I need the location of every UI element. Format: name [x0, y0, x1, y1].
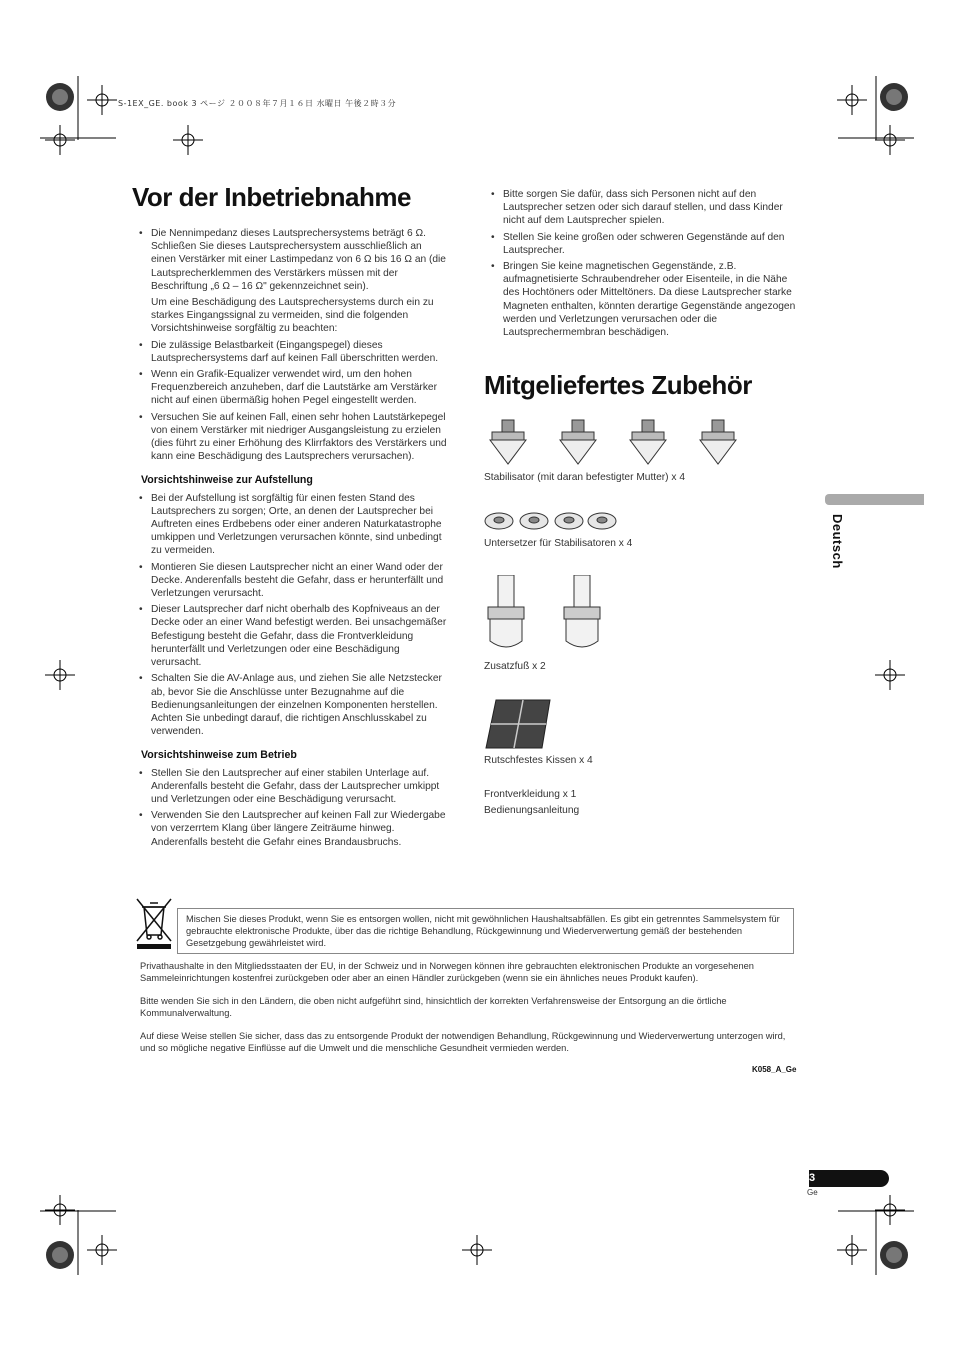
left-column — [139, 227, 449, 852]
list-item: • Dieser Lautsprecher darf nicht oberhalb des Kopfniveaus an der Decke oder an einer Wand befestigt werden. Bei unsachgemäßer Befestigung besteht die Gefahr, dass die Frontverkleidung herunterfällt und Verletzungen oder eine Beschädigung verursacht. — [139, 603, 449, 669]
section-title-accessories: Mitgeliefertes Zubehör — [484, 370, 752, 400]
non-slip-pad-illustration — [484, 698, 554, 750]
caption-front-grille: Frontverkleidung x 1 — [484, 789, 577, 800]
list-item: • Wenn ein Grafik-Equalizer verwendet wird, um den hohen Frequenzbereich anzuheben, darf die Lautstärke am Verstärker nicht auf einen übermäßig hohen Pegel eingestellt werden. — [139, 368, 449, 408]
list-item: • Versuchen Sie auf keinen Fall, einen sehr hohen Lautstärkepegel von einem Verstärker mit niedriger Ausgangsleistung zu erzielen (dies führt zu einer Erhöhung des Klirrfaktors des Verstärkers und kann eine Beschädigung des Lautsprechers verursachen). — [139, 411, 449, 464]
paragraph: Um eine Beschädigung des Lautsprechersystems durch ein zu starkes Eingangssignal zu vermeiden, sind die folgenden Vorsichtshinweise sorgfältig zu beachten: — [151, 297, 434, 335]
caption-manual: Bedienungsanleitung — [484, 805, 580, 816]
disposal-notice-box: Mischen Sie dieses Produkt, wenn Sie es entsorgen wollen, nicht mit gewöhnlichen Haushaltsabfällen. Es gibt ein getrenntes Sammelsystem für gebrauchte elektronische Produkte, über das die richtige Behandlung, Rückgewinnung und Wiederverwertung gemäß der bestehenden Gesetzgebung gewährleistet wird. — [177, 908, 794, 954]
section-title-before-use: Vor der Inbetriebnahme — [132, 182, 411, 212]
list-item: • Bitte sorgen Sie dafür, dass sich Personen nicht auf den Lautsprecher setzen oder sich darauf stellen, und dass Kinder nicht auf dem Lautsprecher spielen. — [491, 188, 803, 228]
subheading-operation: Vorsichtshinweise zum Betrieb — [141, 749, 297, 762]
disposal-text — [140, 960, 795, 1065]
right-column-bullets — [491, 188, 803, 342]
list-item: • Montieren Sie diesen Lautsprecher nicht an einer Wand oder der Decke. Anderenfalls besteht die Gefahr, dass er herunterfällt und Verletzungen verursacht. — [139, 561, 449, 601]
print-header: S-1EX_GE. book 3 ページ ２００８年７月１６日 水曜日 午後２時３分 — [118, 99, 397, 108]
language-tab — [825, 494, 924, 505]
paragraph: Auf diese Weise stellen Sie sicher, dass das zu entsorgende Produkt der notwendigen Behandlung, Rückgewinnung und Wiederverwertung unterzogen wird, und so mögliche negative Einflüsse auf die Umwelt und die menschliche Gesundheit vermieden werden. — [140, 1031, 786, 1053]
caption-stabilizer: Stabilisator (mit daran befestigter Mutter) x 4 — [484, 472, 685, 483]
list-item: • Bei der Aufstellung ist sorgfältig für einen festen Stand des Lautsprechers zu sorgen; Orte, an denen der Lautsprecher bei Auftreten eines Erdbebens oder einer anderen Naturkatastrophe umkippen und Verletzungen verursachen könnte, sind unbedingt zu vermeiden. — [139, 492, 449, 558]
list-item: • Stellen Sie keine großen oder schweren Gegenstände auf den Lautsprecher. — [491, 231, 803, 257]
additional-foot-illustration — [484, 575, 614, 655]
stabilizer-illustration — [484, 418, 744, 468]
page-language-code: Ge — [807, 1188, 818, 1197]
list-item: • Bringen Sie keine magnetischen Gegenstände, z.B. aufmagnetisierte Schraubendreher oder Eisenteile, in die Nähe des Hochtöners oder Mitteltöners. Da diese Lautsprecher starke Magneten enthalten, könnten derartige Gegenstände angezogen werden und Verletzungen verursachen oder die Lautsprechermembran beschädigen. — [491, 260, 803, 339]
caption-additional-foot: Zusatzfuß x 2 — [484, 661, 546, 672]
list-item: • Verwenden Sie den Lautsprecher auf keinen Fall zur Wiedergabe von verzerrtem Klang über längere Zeiträume hinweg. Anderenfalls besteht die Gefahr eines Brandausbruchs. — [139, 809, 449, 849]
crossed-out-bin-icon — [134, 897, 174, 949]
caption-non-slip-pad: Rutschfestes Kissen x 4 — [484, 755, 593, 766]
list-item: • Die Nennimpedanz dieses Lautsprechersystems beträgt 6 Ω. Schließen Sie dieses Lautsprechersystem ausschließlich an einen Verstärker mit einer Lastimpedanz von 6 Ω bis 16 Ω an (die Lautsprecherklemmen des Verstärkers müssen mit der Beschriftung „6 Ω – 16 Ω" gekennzeichnet sein). — [139, 227, 449, 293]
list-item: • Stellen Sie den Lautsprecher auf einer stabilen Unterlage auf. Anderenfalls besteht die Gefahr, dass der Lautsprecher umkippt und Verletzungen oder eine Beschädigung verursacht. — [139, 767, 449, 807]
spike-shoe-illustration — [484, 509, 624, 533]
list-item: • Die zulässige Belastbarkeit (Eingangspegel) dieses Lautsprechersystems darf auf keinen Fall überschritten werden. — [139, 339, 449, 365]
list-item: • Schalten Sie die AV-Anlage aus, und ziehen Sie alle Netzstecker ab, bevor Sie die Anschlüsse unter Bezugnahme auf die Bedienungsanleitungen der einzelnen Komponenten herstellen. Achten Sie unbedingt darauf, die richtigen Anschlusskabel zu verwenden. — [139, 672, 449, 738]
paragraph: Privathaushalte in den Mitgliedsstaaten der EU, in der Schweiz und in Norwegen können ihre gebrauchten elektronischen Produkte an vorgesehenen Sammeleinrichtungen kostenfrei zurückgeben oder aber an einen Händler zurückgeben (wenn sie ein ähnliches neues Produkt kaufen). — [140, 961, 754, 983]
subheading-installation: Vorsichtshinweise zur Aufstellung — [141, 474, 313, 487]
page-number: 3 — [809, 1172, 816, 1184]
page-number-bar — [809, 1170, 889, 1187]
caption-spike-shoe: Untersetzer für Stabilisatoren x 4 — [484, 538, 633, 549]
language-tab-label: Deutsch — [830, 514, 845, 569]
paragraph: Bitte wenden Sie sich in den Ländern, die oben nicht aufgeführt sind, hinsichtlich der korrekten Verfahrensweise der Entsorgung an die örtliche Kommunalverwaltung. — [140, 996, 727, 1018]
document-code: K058_A_Ge — [752, 1065, 797, 1074]
